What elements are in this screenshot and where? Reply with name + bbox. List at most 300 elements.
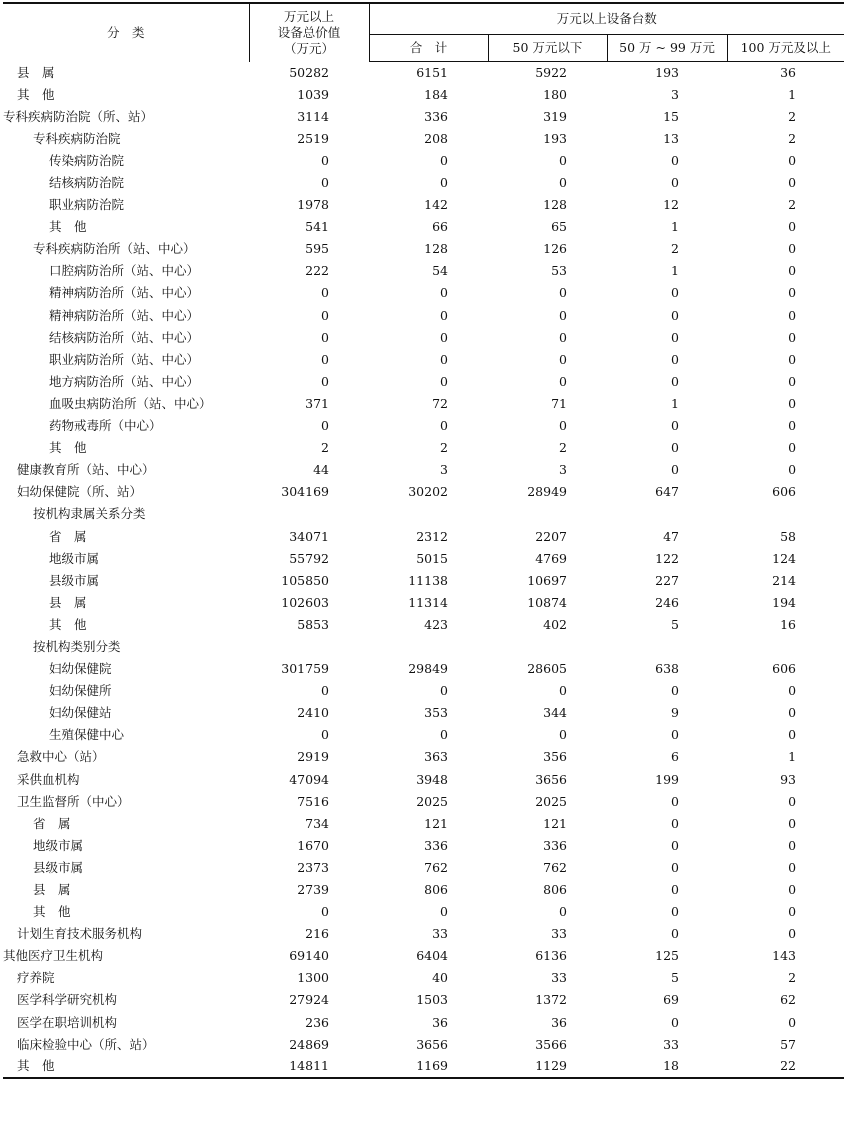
- row-value-col5: 0: [788, 241, 797, 257]
- row-label: 妇幼保健院（所、站）: [17, 484, 143, 500]
- table-row: [3, 282, 844, 304]
- row-value-col1: 5853: [297, 616, 329, 632]
- row-value-col5: 1: [788, 749, 797, 765]
- row-value-col1: 216: [305, 926, 329, 942]
- row-value-col5: 0: [788, 440, 797, 456]
- row-value-col2: 6151: [416, 64, 448, 80]
- row-label: 药物戒毒所（中心）: [49, 418, 162, 434]
- row-value-col4: 0: [671, 727, 679, 743]
- equipment-statistics-table: [3, 2, 844, 1079]
- row-label: 其 他: [49, 440, 87, 456]
- row-value-col3: 180: [543, 86, 567, 102]
- row-value-col1: 1039: [297, 86, 329, 102]
- row-value-col3: 33: [551, 926, 567, 942]
- row-value-col5: 0: [788, 859, 797, 875]
- row-value-col3: 2207: [535, 528, 567, 544]
- row-value-col2: 2: [440, 440, 448, 456]
- row-value-col3: 36: [551, 1014, 567, 1030]
- table-row: [3, 923, 844, 945]
- row-value-col2: 0: [440, 175, 448, 191]
- table-row: [3, 746, 844, 768]
- table-row: [3, 680, 844, 702]
- row-value-col1: 0: [321, 727, 329, 743]
- row-value-col1: [249, 636, 369, 658]
- row-value-col2: 0: [440, 329, 448, 345]
- row-value-col2: 1169: [369, 1056, 488, 1078]
- row-value-col2: 29849: [408, 661, 448, 677]
- row-value-col1: 47094: [289, 771, 329, 787]
- row-value-col4: 0: [671, 440, 679, 456]
- row-label: 县 属: [17, 64, 55, 80]
- row-value-col4: 0: [671, 285, 679, 301]
- row-value-col3: 0: [559, 373, 567, 389]
- table-row: [3, 835, 844, 857]
- row-value-col5: 194: [772, 594, 797, 610]
- row-value-col2: 0: [440, 373, 448, 389]
- row-value-col2: 423: [424, 616, 448, 632]
- row-value-col5: 93: [780, 771, 797, 787]
- row-value-col4: 647: [655, 484, 679, 500]
- row-value-col4: 0: [671, 373, 679, 389]
- row-value-col3: 6136: [535, 948, 567, 964]
- table-row: [3, 503, 844, 525]
- row-value-col4: 122: [655, 550, 679, 566]
- row-value-col2: 72: [432, 395, 448, 411]
- row-value-col3: 0: [559, 351, 567, 367]
- row-value-col4: 9: [671, 705, 679, 721]
- row-value-col2: 1503: [416, 992, 448, 1008]
- table-row: [3, 901, 844, 923]
- row-label: 地方病防治所（站、中心）: [49, 373, 200, 389]
- row-label: 计划生育技术服务机构: [17, 926, 143, 942]
- table-row: [3, 238, 844, 260]
- row-value-col3: 28605: [527, 661, 567, 677]
- row-value-col2: 36: [432, 1014, 448, 1030]
- row-value-col1: 2410: [297, 705, 329, 721]
- row-value-col2: 336: [424, 837, 448, 853]
- row-value-col2: 208: [424, 130, 448, 146]
- table-row: [3, 614, 844, 636]
- row-value-col5: 2: [788, 970, 797, 986]
- row-value-col2: 0: [440, 285, 448, 301]
- row-label: 其 他: [49, 219, 87, 235]
- row-value-col4: 0: [671, 904, 679, 920]
- row-value-col1: 1978: [297, 197, 329, 213]
- table-row: [3, 1056, 844, 1078]
- row-value-col2: 3656: [416, 1036, 448, 1052]
- row-value-col3: 762: [543, 859, 567, 875]
- row-value-col3: 3656: [535, 771, 567, 787]
- row-value-col1: 2519: [297, 130, 329, 146]
- row-value-col2: 0: [440, 307, 448, 323]
- row-value-col5: 0: [788, 926, 797, 942]
- row-label: 地级市属: [49, 550, 100, 566]
- row-value-col1: 0: [321, 152, 329, 168]
- row-label: 卫生监督所（中心）: [17, 793, 130, 809]
- row-value-col4: 0: [671, 793, 679, 809]
- row-value-col4: 15: [663, 108, 679, 124]
- table-row: [3, 415, 844, 437]
- row-value-col1: 1300: [297, 970, 329, 986]
- row-value-col5: 16: [780, 616, 797, 632]
- row-value-col2: 0: [440, 727, 448, 743]
- row-value-col4: 0: [671, 815, 679, 831]
- header-total-value-line1: 万元以上: [283, 8, 334, 24]
- row-value-col1: 55792: [289, 550, 329, 566]
- row-value-col3: 0: [559, 285, 567, 301]
- row-value-col1: 301759: [281, 661, 329, 677]
- row-value-col3: 71: [551, 395, 567, 411]
- row-value-col4: 5: [671, 616, 679, 632]
- row-value-col2: 5015: [416, 550, 448, 566]
- table-row: [3, 724, 844, 746]
- row-value-col1: 595: [305, 241, 329, 257]
- row-value-col4: 1: [671, 263, 679, 279]
- row-value-col2: 353: [424, 705, 448, 721]
- row-value-col3: 2: [559, 440, 567, 456]
- row-value-col2: 3: [440, 462, 448, 478]
- row-value-col3: 4769: [535, 550, 567, 566]
- row-value-col2: 2312: [416, 528, 448, 544]
- row-value-col4: 0: [671, 418, 679, 434]
- header-total-value-line2: 设备总价值: [277, 24, 341, 40]
- row-label: 妇幼保健所: [49, 683, 112, 699]
- row-value-col1: 34071: [289, 528, 329, 544]
- row-value-col1: 27924: [289, 992, 329, 1008]
- row-value-col5: 143: [772, 948, 797, 964]
- row-value-col2: 33: [432, 926, 448, 942]
- table-row: [3, 128, 844, 150]
- row-value-col3: 10697: [527, 572, 567, 588]
- row-value-col3: 344: [543, 705, 567, 721]
- row-label: 其 他: [33, 904, 71, 920]
- row-value-col2: 30202: [408, 484, 448, 500]
- row-label: 精神病防治所（站、中心）: [49, 307, 200, 323]
- row-value-col2: 0: [440, 683, 448, 699]
- row-value-col5: 0: [788, 793, 797, 809]
- table-row: [3, 702, 844, 724]
- header-col-under50: 50 万元以下: [488, 35, 607, 62]
- row-value-col5: 36: [780, 64, 797, 80]
- table-row: [3, 945, 844, 967]
- row-value-col1: 24869: [289, 1036, 329, 1052]
- table-row: [3, 548, 844, 570]
- row-label: 采供血机构: [17, 771, 80, 787]
- row-value-col1: 44: [313, 462, 329, 478]
- row-value-col3: 10874: [527, 594, 567, 610]
- row-label: 县 属: [33, 882, 71, 898]
- row-value-col4: 0: [671, 683, 679, 699]
- row-label: 按机构类别分类: [33, 638, 121, 654]
- row-value-col5: 606: [772, 661, 797, 677]
- row-value-col4: 0: [671, 882, 679, 898]
- row-value-col5: 0: [788, 329, 797, 345]
- row-value-col5: 0: [788, 462, 797, 478]
- row-value-col5: 0: [788, 263, 797, 279]
- row-value-col3: 65: [551, 219, 567, 235]
- row-value-col5: 58: [780, 528, 797, 544]
- row-value-col5: 57: [780, 1036, 797, 1052]
- row-value-col3: 5922: [535, 64, 567, 80]
- row-label: 口腔病防治所（站、中心）: [49, 263, 200, 279]
- row-value-col2: 6404: [416, 948, 448, 964]
- row-value-col3: 3566: [535, 1036, 567, 1052]
- row-label: 医学科学研究机构: [17, 992, 118, 1008]
- row-value-col4: 12: [663, 197, 679, 213]
- row-value-col4: 0: [671, 307, 679, 323]
- row-value-col4: 227: [655, 572, 679, 588]
- row-label: 地级市属: [33, 837, 84, 853]
- row-value-col1: 0: [321, 683, 329, 699]
- table-row: [3, 62, 844, 84]
- row-value-col4: 0: [671, 462, 679, 478]
- table-row: [3, 857, 844, 879]
- row-label: 专科疾病防治所（站、中心）: [33, 241, 196, 257]
- row-value-col4: 1: [671, 395, 679, 411]
- row-value-col3: 336: [543, 837, 567, 853]
- row-value-col4: 0: [671, 926, 679, 942]
- row-value-col2: 762: [424, 859, 448, 875]
- row-label: 传染病防治院: [49, 152, 125, 168]
- row-value-col1: 222: [305, 263, 329, 279]
- row-label: 生殖保健中心: [49, 727, 125, 743]
- row-value-col1: 2919: [297, 749, 329, 765]
- row-value-col5: 0: [788, 815, 797, 831]
- row-value-col2: 2025: [416, 793, 448, 809]
- row-value-col5: 0: [788, 705, 797, 721]
- table-row: [3, 84, 844, 106]
- row-value-col5: 606: [772, 484, 797, 500]
- row-value-col3: 0: [559, 683, 567, 699]
- table-row: [3, 636, 844, 658]
- row-label: 妇幼保健院: [49, 661, 112, 677]
- row-value-col1: 304169: [281, 484, 329, 500]
- row-value-col1: 69140: [289, 948, 329, 964]
- row-value-col2: 363: [424, 749, 448, 765]
- row-value-col3: 3: [559, 462, 567, 478]
- row-value-col3: 28949: [527, 484, 567, 500]
- row-value-col3: 0: [559, 418, 567, 434]
- row-value-col1: 105850: [281, 572, 329, 588]
- row-value-col5: 0: [788, 285, 797, 301]
- row-value-col1: 0: [321, 351, 329, 367]
- header-col-100plus: 100 万元及以上: [727, 35, 844, 62]
- row-value-col4: 18: [607, 1056, 727, 1078]
- row-label: 其 他: [17, 86, 55, 102]
- table-row: [3, 481, 844, 503]
- row-value-col3: 356: [543, 749, 567, 765]
- row-value-col5: 0: [788, 837, 797, 853]
- row-value-col4: 2: [671, 241, 679, 257]
- row-value-col4: [607, 503, 727, 525]
- row-label: 结核病防治所（站、中心）: [49, 329, 200, 345]
- row-value-col4: 1: [671, 219, 679, 235]
- row-value-col2: 142: [424, 197, 448, 213]
- row-value-col5: 0: [788, 683, 797, 699]
- row-label: 按机构隶属关系分类: [33, 506, 146, 522]
- row-value-col3: 126: [543, 241, 567, 257]
- table-row: [3, 879, 844, 901]
- row-value-col4: 13: [663, 130, 679, 146]
- row-value-col1: 2373: [297, 859, 329, 875]
- row-value-col1: 541: [305, 219, 329, 235]
- row-value-col5: 0: [788, 1014, 797, 1030]
- row-value-col5: 2: [788, 130, 797, 146]
- table-row: [3, 967, 844, 989]
- row-value-col1: 371: [305, 395, 329, 411]
- row-value-col5: 2: [788, 108, 797, 124]
- row-value-col2: [369, 503, 488, 525]
- row-label: 急救中心（站）: [17, 749, 105, 765]
- row-value-col3: 0: [559, 904, 567, 920]
- row-label: 县 属: [49, 594, 87, 610]
- row-value-col5: 1: [788, 86, 797, 102]
- row-label: 专科疾病防治院: [33, 130, 121, 146]
- row-value-col3: 2025: [535, 793, 567, 809]
- row-value-col4: 47: [663, 528, 679, 544]
- table-row: [3, 305, 844, 327]
- row-label: 结核病防治院: [49, 175, 125, 191]
- table-row: [3, 349, 844, 371]
- table-row: [3, 150, 844, 172]
- row-value-col5: 0: [788, 152, 797, 168]
- row-value-col1: 734: [305, 815, 329, 831]
- row-label: 疗养院: [17, 970, 55, 986]
- row-value-col5: 214: [772, 572, 797, 588]
- row-value-col5: 0: [788, 882, 797, 898]
- row-value-col2: 0: [440, 418, 448, 434]
- row-value-col2: 40: [432, 970, 448, 986]
- row-value-col3: 0: [559, 152, 567, 168]
- table-row: [3, 172, 844, 194]
- row-value-col3: 128: [543, 197, 567, 213]
- table-row: [3, 371, 844, 393]
- table-row: [3, 327, 844, 349]
- row-value-col4: 0: [671, 837, 679, 853]
- row-value-col3: 1129: [488, 1056, 607, 1078]
- row-value-col3: 53: [551, 263, 567, 279]
- header-col-total: 合 计: [369, 35, 488, 62]
- row-value-col2: 0: [440, 152, 448, 168]
- row-value-col1: 0: [321, 373, 329, 389]
- table-row: [3, 437, 844, 459]
- row-value-col4: 0: [671, 351, 679, 367]
- row-value-col5: 124: [772, 550, 797, 566]
- row-value-col4: 3: [671, 86, 679, 102]
- table-row: [3, 260, 844, 282]
- row-value-col4: 638: [655, 661, 679, 677]
- row-label: 县级市属: [33, 859, 84, 875]
- row-value-col1: 2: [321, 440, 329, 456]
- row-value-col2: 121: [424, 815, 448, 831]
- row-value-col3: 1372: [535, 992, 567, 1008]
- row-value-col3: 319: [543, 108, 567, 124]
- row-value-col2: 128: [424, 241, 448, 257]
- row-value-col5: 0: [788, 307, 797, 323]
- row-label: 精神病防治所（站、中心）: [49, 285, 200, 301]
- table-row: [3, 1012, 844, 1034]
- row-value-col2: 11314: [408, 594, 448, 610]
- header-total-value: [249, 3, 369, 62]
- row-label: 临床检验中心（所、站）: [17, 1036, 155, 1052]
- row-label: 职业病防治院: [49, 197, 125, 213]
- row-value-col3: 193: [543, 130, 567, 146]
- row-value-col4: [607, 636, 727, 658]
- table-row: [3, 106, 844, 128]
- row-value-col2: 0: [440, 351, 448, 367]
- table-row: [3, 989, 844, 1011]
- row-value-col2: 11138: [408, 572, 448, 588]
- row-label: 医学在职培训机构: [17, 1014, 118, 1030]
- row-value-col3: 33: [551, 970, 567, 986]
- table-row: [3, 1034, 844, 1056]
- table-row: [3, 658, 844, 680]
- row-value-col5: 0: [788, 175, 797, 191]
- table-row: [3, 194, 844, 216]
- row-value-col5: [727, 503, 844, 525]
- row-value-col5: 2: [788, 197, 797, 213]
- row-value-col3: [488, 503, 607, 525]
- row-value-col3: 0: [559, 727, 567, 743]
- header-col-50-99: 50 万 ~ 99 万元: [607, 35, 727, 62]
- row-label: 省 属: [33, 815, 71, 831]
- row-value-col2: 336: [424, 108, 448, 124]
- header-total-value-line3: （万元）: [283, 40, 334, 56]
- row-value-col1: [249, 503, 369, 525]
- row-value-col4: 0: [671, 175, 679, 191]
- row-value-col3: [488, 636, 607, 658]
- row-value-col1: 0: [321, 307, 329, 323]
- row-value-col5: [727, 636, 844, 658]
- row-value-col1: 2739: [297, 882, 329, 898]
- row-value-col1: 102603: [281, 594, 329, 610]
- row-value-col2: 66: [432, 219, 448, 235]
- row-value-col5: 0: [788, 395, 797, 411]
- row-value-col4: 5: [671, 970, 679, 986]
- row-value-col1: 0: [321, 175, 329, 191]
- row-value-col1: 7516: [297, 793, 329, 809]
- row-value-col4: 69: [663, 992, 679, 1008]
- table-row: [3, 216, 844, 238]
- table-row: [3, 813, 844, 835]
- row-value-col1: 0: [321, 285, 329, 301]
- row-value-col5: 62: [780, 992, 797, 1008]
- table-row: [3, 525, 844, 547]
- row-value-col2: 184: [424, 86, 448, 102]
- row-value-col5: 0: [788, 219, 797, 235]
- row-value-col4: 0: [671, 1014, 679, 1030]
- row-value-col1: 0: [321, 329, 329, 345]
- row-value-col3: 0: [559, 307, 567, 323]
- table-row: [3, 769, 844, 791]
- row-value-col5: 0: [788, 904, 797, 920]
- row-value-col1: 236: [305, 1014, 329, 1030]
- row-value-col5: 22: [727, 1056, 844, 1078]
- row-value-col2: [369, 636, 488, 658]
- table-row: [3, 791, 844, 813]
- header-units-group: 万元以上设备台数: [369, 3, 844, 35]
- row-value-col1: 0: [321, 904, 329, 920]
- row-value-col2: 0: [440, 904, 448, 920]
- row-value-col4: 199: [655, 771, 679, 787]
- row-value-col1: 50282: [289, 64, 329, 80]
- row-value-col4: 0: [671, 329, 679, 345]
- row-value-col3: 0: [559, 175, 567, 191]
- row-label: 县级市属: [49, 572, 100, 588]
- row-label: 其他医疗卫生机构: [3, 948, 104, 964]
- row-label: 专科疾病防治院（所、站）: [3, 108, 154, 124]
- row-value-col3: 121: [543, 815, 567, 831]
